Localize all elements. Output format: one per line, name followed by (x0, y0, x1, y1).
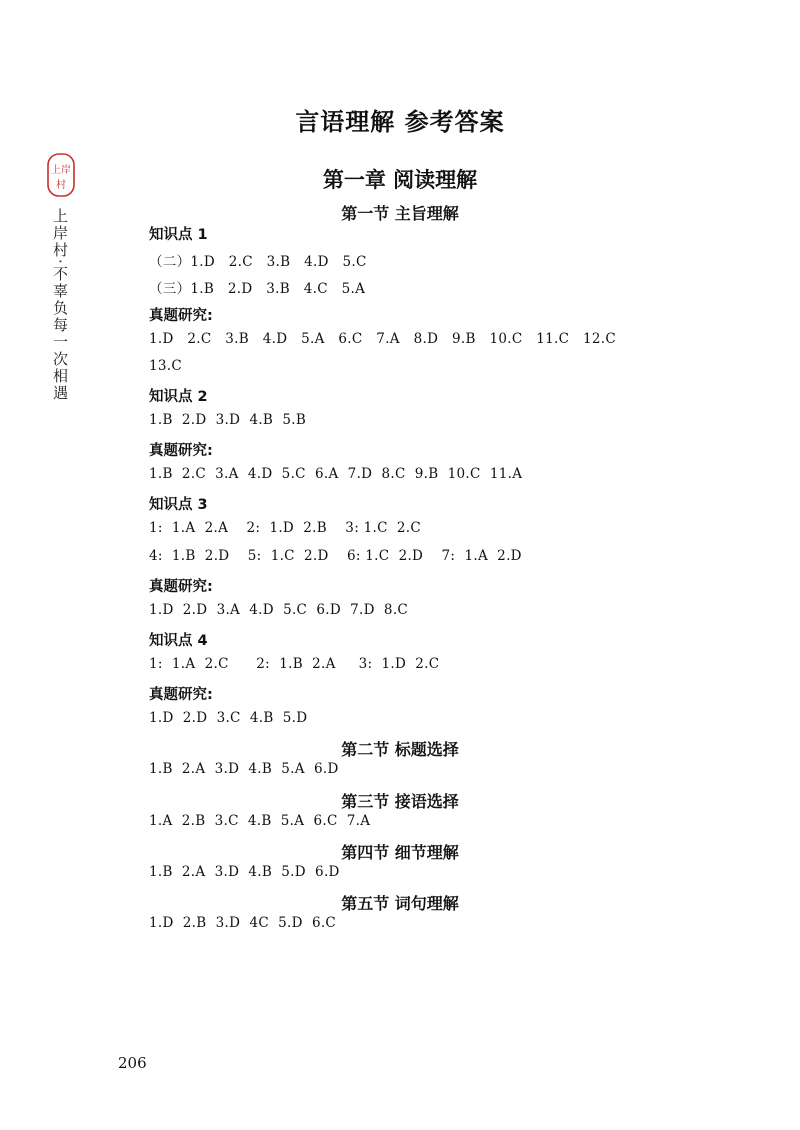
answer-line: 1.B 2.A 3.D 4.B 5.A 6.D (149, 761, 339, 777)
research4-label: 真题研究: (149, 687, 213, 703)
section-title-1: 第一节 主旨理解 (341, 204, 459, 223)
answer-line: 1: 1.A 2.C 2: 1.B 2.A 3: 1.D 2.C (149, 656, 440, 672)
answer-line: 13.C (149, 358, 182, 374)
research1-label: 真题研究: (149, 308, 213, 324)
section-title-2: 第二节 标题选择 (341, 740, 459, 759)
side-motto: 上岸村·不辜负每一次相遇 (51, 208, 69, 402)
research2-label: 真题研究: (149, 443, 213, 459)
answer-line: 1.D 2.C 3.B 4.D 5.A 6.C 7.A 8.D 9.B 10.C 11.C 12.C (149, 331, 617, 347)
answer-line: 1.A 2.B 3.C 4.B 5.A 6.C 7.A (149, 813, 371, 829)
kp2-label: 知识点 2 (149, 389, 208, 405)
kp3-label: 知识点 3 (149, 497, 208, 513)
answer-line: 1.D 2.B 3.D 4C 5.D 6.C (149, 915, 337, 931)
section-title-3: 第三节 接语选择 (341, 792, 459, 811)
kp4-label: 知识点 4 (149, 633, 208, 649)
answer-line: 4: 1.B 2.D 5: 1.C 2.D 6: 1.C 2.D 7: 1.A 2.D (149, 548, 522, 564)
answer-line: 1.D 2.D 3.A 4.D 5.C 6.D 7.D 8.C (149, 602, 409, 618)
answer-line: 1.B 2.D 3.D 4.B 5.B (149, 412, 307, 428)
research3-label: 真题研究: (149, 579, 213, 595)
chapter-title: 第一章 阅读理解 (322, 167, 478, 192)
page-title: 言语理解 参考答案 (295, 107, 505, 136)
kp1-label: 知识点 1 (149, 227, 208, 243)
answer-line: （三）1.B 2.D 3.B 4.C 5.A (149, 281, 366, 297)
page-number: 206 (118, 1054, 147, 1072)
section-title-5: 第五节 词句理解 (341, 894, 459, 913)
answer-line: 1: 1.A 2.A 2: 1.D 2.B 3: 1.C 2.C (149, 520, 422, 536)
svg-text:上岸: 上岸 (51, 165, 71, 176)
answer-line: （二）1.D 2.C 3.B 4.D 5.C (149, 254, 367, 270)
answer-line: 1.B 2.A 3.D 4.B 5.D 6.D (149, 864, 340, 880)
svg-text:村: 村 (56, 180, 66, 191)
section-title-4: 第四节 细节理解 (341, 843, 459, 862)
answer-line: 1.B 2.C 3.A 4.D 5.C 6.A 7.D 8.C 9.B 10.C 11.A (149, 466, 523, 482)
answer-line: 1.D 2.D 3.C 4.B 5.D (149, 710, 308, 726)
